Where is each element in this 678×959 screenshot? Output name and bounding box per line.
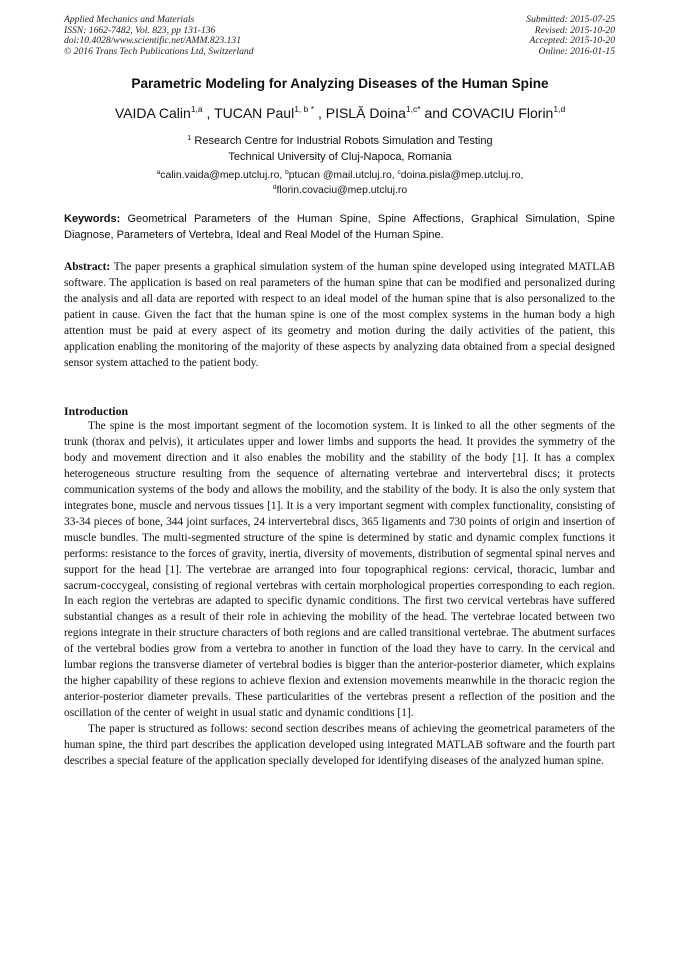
- affiliation-mark: 1: [187, 135, 192, 142]
- abstract-label: Abstract:: [64, 261, 111, 273]
- email-mark: a: [156, 169, 161, 176]
- date-online: Online: 2016-01-15: [538, 45, 615, 57]
- author-list: [30, 105, 650, 121]
- author-emails: [40, 169, 640, 198]
- author-name: TUCAN Paul: [214, 105, 295, 121]
- date-accepted: Accepted: 2015-10-20: [529, 35, 615, 47]
- date-revised: Revised: 2015-10-20: [534, 24, 615, 36]
- author-name: COVACIU Florin: [451, 105, 554, 121]
- email-address[interactable]: doina.pisla@mep.utcluj.ro,: [400, 170, 524, 181]
- keywords-section: [64, 211, 615, 243]
- affiliation-university: Technical University of Cluj-Napoca, Romania: [228, 150, 452, 163]
- paper-title: Parametric Modeling for Analyzing Diseases of the Human Spine: [131, 76, 549, 91]
- author-affiliation-mark: 1, b *: [294, 104, 315, 114]
- introduction-section: [64, 419, 615, 770]
- journal-copyright: © 2016 Trans Tech Publications Ltd, Switzerland: [64, 45, 254, 57]
- affiliation: [40, 134, 640, 165]
- journal-doi: doi:10.4028/www.scientific.net/AMM.823.131: [64, 35, 242, 47]
- journal-issn: ISSN: 1662-7482, Vol. 823, pp 131-136: [64, 24, 216, 36]
- email-line: [40, 169, 640, 184]
- author-affiliation-mark: 1,d: [553, 104, 566, 114]
- author-affiliation-mark: 1,c*: [405, 104, 421, 114]
- email-address[interactable]: florin.covaciu@mep.utcluj.ro: [276, 184, 408, 196]
- keywords-text: Geometrical Parameters of the Human Spine, Spine Affections, Graphical Simulation, Spine Diagnose, Parameters of Vertebra, Ideal and Real Model of the Human Spine.: [64, 213, 615, 241]
- email-line: [40, 184, 640, 199]
- email-mark: d: [272, 183, 277, 191]
- author-affiliation-mark: 1,a: [190, 104, 203, 114]
- abstract-section: [64, 260, 615, 372]
- email-address[interactable]: calin.vaida@mep.utcluj.ro,: [160, 170, 286, 181]
- journal-name: Applied Mechanics and Materials: [64, 14, 195, 25]
- email-mark: c: [397, 169, 401, 176]
- author-name: VAIDA Calin: [114, 105, 191, 121]
- section-heading: Introduction: [64, 404, 129, 418]
- email-mark: b: [285, 169, 289, 176]
- publication-dates: [395, 15, 615, 57]
- affiliation-line: [40, 134, 640, 150]
- email-address[interactable]: ptucan @mail.utcluj.ro,: [288, 170, 398, 181]
- abstract-text: The paper presents a graphical simulation system of the human spine developed using integrated MATLAB software. The application is based on real parameters of the human spine that can be modified and personalized during the analysis and all data are reported with respect to an ideal model of the human spine that is also personalized to the patient in cause. Given the fact that the human spine is one of the most complex systems in the human body a high attention must be paid at every aspect of its geometry and motion during the daily activities of the patient, this application enabling the monitoring of the majority of these aspects by analyzing data obtained from a special designed sensor system attached to the patient body.: [64, 261, 615, 369]
- journal-info: [64, 15, 394, 57]
- author-name: PISLĂ Doina: [325, 105, 406, 121]
- author-separator: and: [420, 105, 452, 121]
- paragraph: The paper is structured as follows: second section describes means of achieving the geometrical parameters of the human spine, the third part describes the application developed using integrated MATLAB software and the fourth part describes a special feature of the application specially developed for identifying diseases of the analyzed human spine.: [64, 723, 615, 768]
- affiliation-institute: Research Centre for Industrial Robots Simulation and Testing: [191, 135, 493, 147]
- author-separator: ,: [202, 105, 215, 121]
- date-submitted: Submitted: 2015-07-25: [526, 14, 615, 25]
- author-separator: ,: [314, 105, 326, 121]
- keywords-label: Keywords:: [64, 213, 121, 225]
- paragraph: The spine is the most important segment of the locomotion system. It is linked to all the other segments of the trunk (thorax and pelvis), it articulates upper and lower limbs and supports the head. It provides the symmetry of the body and movement direction and it also enables the mobility and the stability of the body [1]. It has a complex heterogeneous structure resulting from the sequence of alternating vertebrae and intervertebral discs; it protects communication systems of the body and allows the mobility, and the stability of the body. It is also the only system that integrates bone, muscle and nervous tissues [1]. It is a very important segment with complex functionality, consisting of 33-34 pieces of bone, 344 joint surfaces, 24 intervertebral discs, 365 ligaments and 730 points of origin and insertion of muscle bundles. The multi-segmented structure of the spine is determined by static and dynamic complex functions it performs: resistance to the forces of gravity, inertia, diversity of movements, distribution of segmental spinal nerves and support for the head [1]. The vertebrae are arranged into four topographical regions: cervical, thoracic, lumbar and sacrum-coccygeal, consisting of regional vertebras with certain morphological properties corresponding to each region. In each region the vertebras are adapted to specific dynamic conditions. The first two cervical vertebras have suffered substantial changes as a result of their role in achieving the mobility of the head. The vertebrae located between two regions integrate in their structure characters of both regions and are called transitional vertebrae. The abutment surfaces of the vertebral bodies grow from a vertebra to another in function of the load they have to carry. In the cervical and lumbar regions the transverse diameter of vertebral bodies is bigger than the anterior-posterior diameter, which explains the higher capability of these regions to achieve flexion and extension movements meanwhile in the thoracic region the anterior-posterior diameter prevails. These particularities of the vertebras present a reflection of the position and the oscillation of the center of weight in usual static and dynamic conditions [1].: [64, 420, 615, 720]
